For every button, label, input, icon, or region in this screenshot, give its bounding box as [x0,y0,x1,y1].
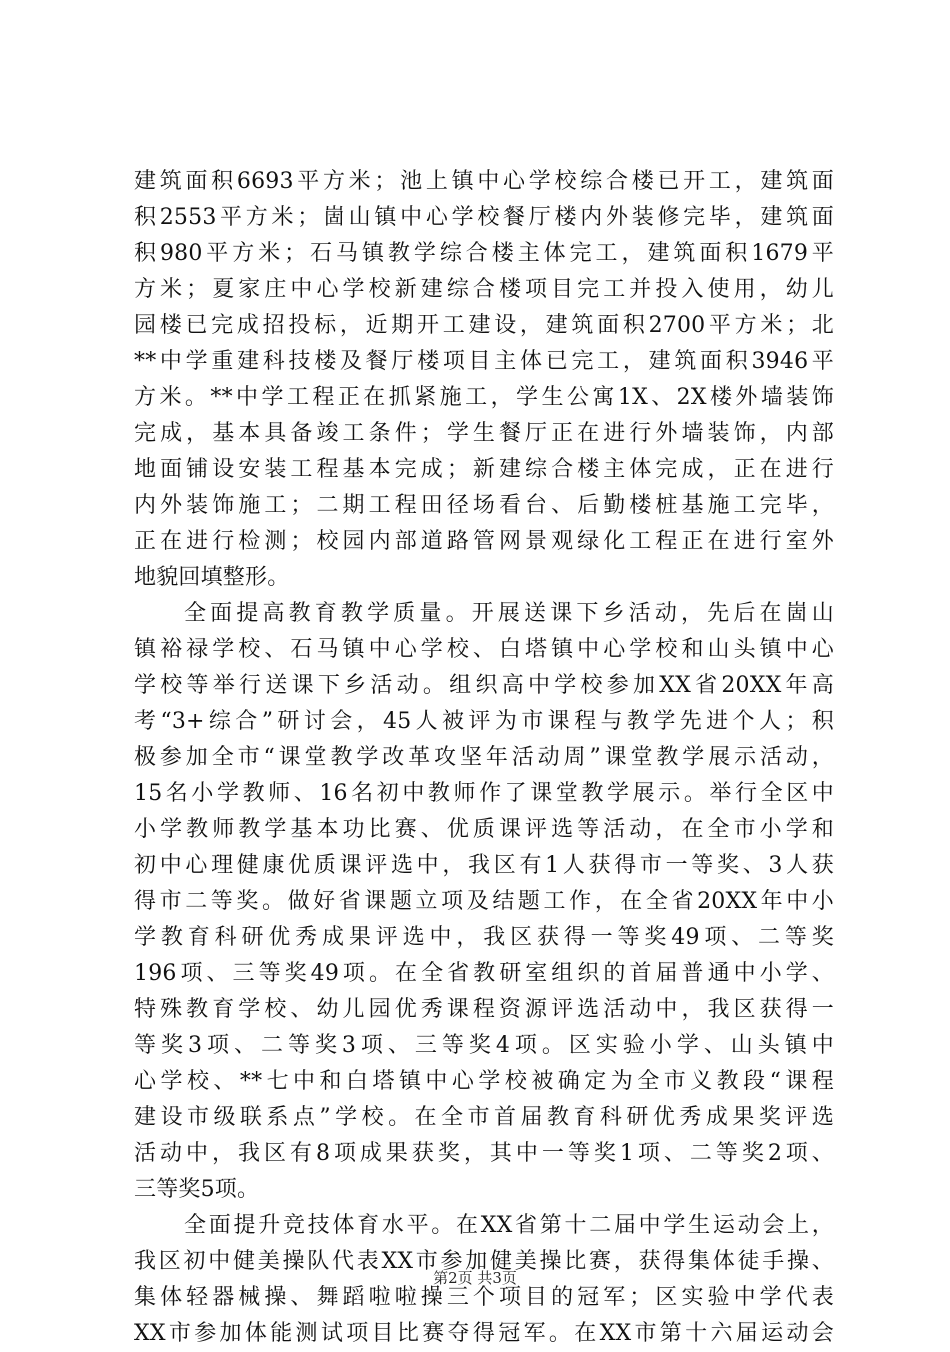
text-line: 三等奖5项。 [134,1177,260,1202]
text-line: 地貌回填整形。 [134,565,290,590]
text-line: **中学重建科技楼及餐厅楼项目主体已完工，建筑面积3946平 [134,349,834,374]
paragraph-first-line: 全面提升竞技体育水平。在XX省第十二届中学生运动会上， [184,1213,834,1238]
text-line: 极参加全市“课堂教学改革攻坚年活动周”课堂教学展示活动， [134,745,834,770]
text-line: 镇裕禄学校、石马镇中心学校、白塔镇中心学校和山头镇中心 [134,637,834,662]
body-text [134,164,834,1352]
text-line: 内外装饰施工；二期工程田径场看台、后勤楼桩基施工完毕， [134,493,834,518]
text-line: 方米；夏家庄中心学校新建综合楼项目完工并投入使用，幼儿 [134,277,834,302]
text-line: 正在进行检测；校园内部道路管网景观绿化工程正在进行室外 [134,529,834,554]
text-line: 学校等举行送课下乡活动。组织高中学校参加XX省20XX年高 [134,673,834,698]
text-line: 196项、三等奖49项。在全省教研室组织的首届普通中小学、 [134,961,834,986]
text-line: 考“3+综合”研讨会，45人被评为市课程与教学先进个人；积 [134,709,834,734]
text-line: 我区初中健美操队代表XX市参加健美操比赛，获得集体徒手操、 [134,1249,834,1274]
text-line: 活动中，我区有8项成果获奖，其中一等奖1项、二等奖2项、 [134,1141,834,1166]
text-line: 学教育科研优秀成果评选中，我区获得一等奖49项、二等奖 [134,925,834,950]
text-line: 小学教师教学基本功比赛、优质课评选等活动，在全市小学和 [134,817,834,842]
text-line: 心学校、**七中和白塔镇中心学校被确定为全市义教段“课程 [134,1069,834,1094]
paragraph-first-line: 全面提高教育教学质量。开展送课下乡活动，先后在崮山 [184,601,834,626]
text-line: 15名小学教师、16名初中教师作了课堂教学展示。举行全区中 [134,781,834,806]
text-line: 积2553平方米；崮山镇中心学校餐厅楼内外装修完毕，建筑面 [134,205,834,230]
text-line: 集体轻器械操、舞蹈啦啦操三个项目的冠军；区实验中学代表 [134,1285,834,1310]
text-line: 积980平方米；石马镇教学综合楼主体完工，建筑面积1679平 [134,241,834,266]
text-line: 建筑面积6693平方米；池上镇中心学校综合楼已开工，建筑面 [134,169,834,194]
text-line: 初中心理健康优质课评选中，我区有1人获得市一等奖、3人获 [134,853,834,878]
text-line: 方米。**中学工程正在抓紧施工，学生公寓1X、2X楼外墙装饰 [134,385,834,410]
text-line: 特殊教育学校、幼儿园优秀课程资源评选活动中，我区获得一 [134,997,834,1022]
text-line: XX市参加体能测试项目比赛夺得冠军。在XX市第十六届运动会 [134,1321,834,1346]
text-line: 园楼已完成招投标，近期开工建设，建筑面积2700平方米；北 [134,313,834,338]
text-line: 地面铺设安装工程基本完成；新建综合楼主体完成，正在进行 [134,457,834,482]
text-line: 建设市级联系点”学校。在全市首届教育科研优秀成果奖评选 [134,1105,834,1130]
text-line: 等奖3项、二等奖3项、三等奖4项。区实验小学、山头镇中 [134,1033,834,1058]
text-line: 完成，基本具备竣工条件；学生餐厅正在进行外墙装饰，内部 [134,421,834,446]
page-footer: 第2页 共3页 [433,1269,517,1287]
text-line: 得市二等奖。做好省课题立项及结题工作，在全省20XX年中小 [134,889,834,914]
